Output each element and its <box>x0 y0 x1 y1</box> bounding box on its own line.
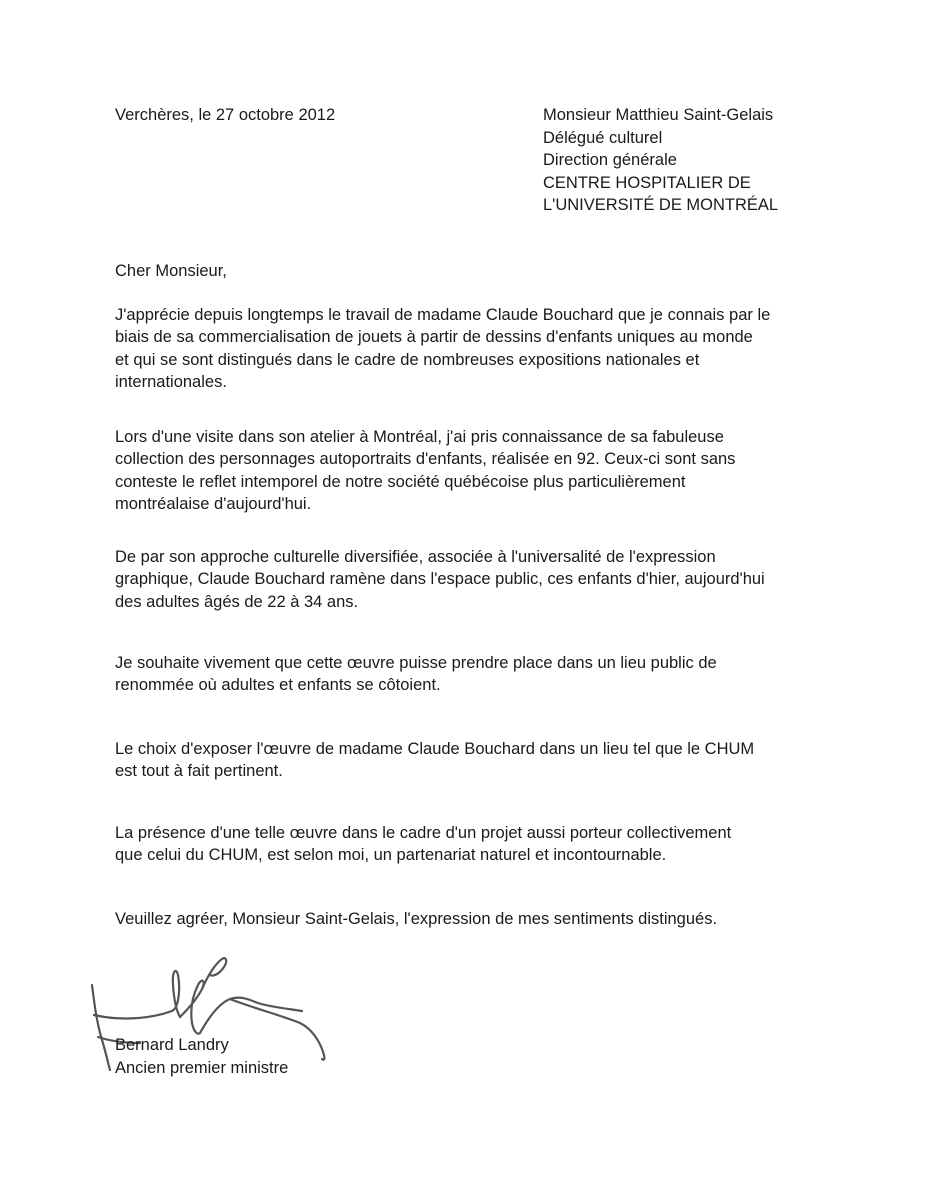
body-paragraph <box>115 426 835 515</box>
paragraph-line: De par son approche culturelle diversifiée, associée à l'universalité de l'expression <box>115 548 716 566</box>
paragraph-line: renommée où adultes et enfants se côtoient. <box>115 676 441 695</box>
body-paragraph <box>115 546 835 613</box>
recipient-organization-line-2: L'UNIVERSITÉ DE MONTRÉAL <box>543 196 779 214</box>
paragraph-line: et qui se sont distingués dans le cadre de nombreuses expositions nationales et <box>115 350 700 369</box>
paragraph-line: des adultes âgés de 22 à 34 ans. <box>115 592 359 611</box>
paragraph-line: biais de sa commercialisation de jouets à partir de dessins d'enfants uniques au monde <box>115 328 753 347</box>
recipient-name: Monsieur Matthieu Saint-Gelais <box>543 106 774 124</box>
signer-block <box>115 1034 288 1079</box>
paragraph-line: collection des personnages autoportraits d'enfants, réalisée en 92. Ceux-ci sont sans <box>115 450 736 469</box>
recipient-organization-line-1: CENTRE HOSPITALIER DE <box>543 173 751 192</box>
place-date: Verchères, le 27 octobre 2012 <box>115 106 336 124</box>
paragraph-line: Je souhaite vivement que cette œuvre puisse prendre place dans un lieu public de <box>115 654 717 672</box>
paragraph-line: Le choix d'exposer l'œuvre de madame Claude Bouchard dans un lieu tel que le CHUM <box>115 740 755 758</box>
paragraph-line: Lors d'une visite dans son atelier à Montréal, j'ai pris connaissance de sa fabuleuse <box>115 428 724 446</box>
paragraph-line: J'apprécie depuis longtemps le travail de madame Claude Bouchard que je connais par le <box>115 306 771 324</box>
paragraph-line: La présence d'une telle œuvre dans le cadre d'un projet aussi porteur collectivement <box>115 824 732 842</box>
body-paragraph <box>115 822 835 867</box>
paragraph-line: que celui du CHUM, est selon moi, un partenariat naturel et incontournable. <box>115 846 667 865</box>
recipient-address <box>543 104 778 217</box>
recipient-title: Délégué culturel <box>543 128 663 147</box>
paragraph-line: est tout à fait pertinent. <box>115 762 283 781</box>
salutation: Cher Monsieur, <box>115 262 227 280</box>
signer-title: Ancien premier ministre <box>115 1058 289 1077</box>
body-paragraph <box>115 304 835 393</box>
recipient-department: Direction générale <box>543 151 677 169</box>
paragraph-line: montréalaise d'aujourd'hui. <box>115 494 312 513</box>
closing-formula: Veuillez agréer, Monsieur Saint-Gelais, l'expression de mes sentiments distingués. <box>115 910 718 928</box>
paragraph-line: conteste le reflet intemporel de notre société québécoise plus particulièrement <box>115 472 686 491</box>
paragraph-line: graphique, Claude Bouchard ramène dans l'espace public, ces enfants d'hier, aujourd'hui <box>115 570 765 589</box>
paragraph-line: internationales. <box>115 372 227 391</box>
signer-name: Bernard Landry <box>115 1036 229 1054</box>
body-paragraph <box>115 652 835 697</box>
body-paragraph <box>115 738 835 783</box>
